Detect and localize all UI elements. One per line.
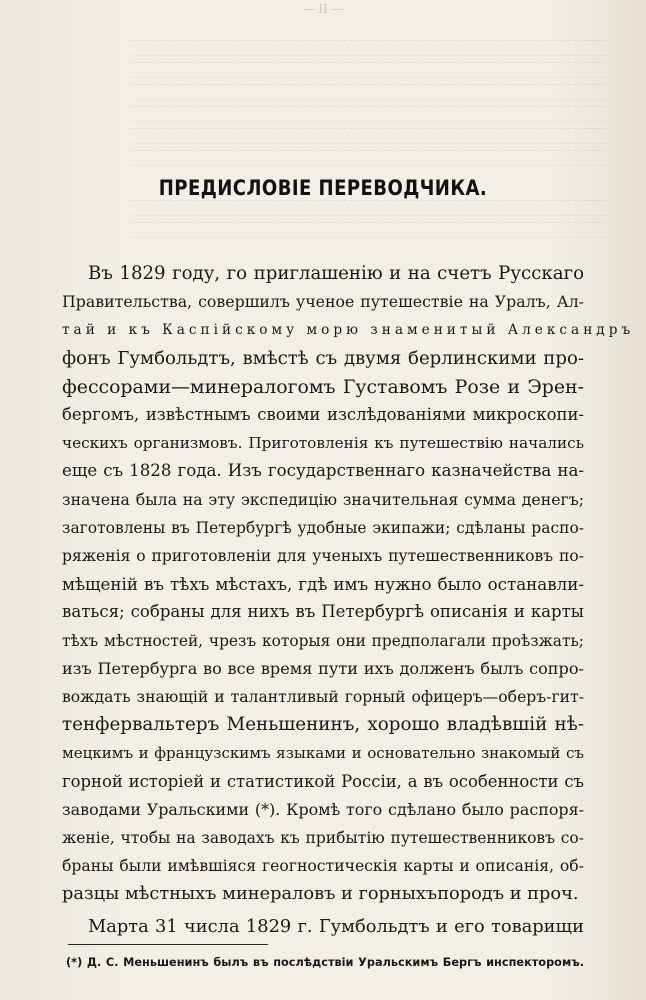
text-line-11: ряженія о приготовленіи для ученыхъ путешественниковъ по- <box>62 547 584 565</box>
footnote: (*) Д. С. Меньшенинъ былъ въ послѣдствіи Уральскимъ Бергъ инспекторомъ. <box>66 954 584 969</box>
text-line-15: изъ Петербурга во все время пути ихъ долженъ былъ сопро- <box>62 658 584 678</box>
text-line-18: мецкимъ и французскимъ языками и основательно знакомый съ <box>62 744 584 763</box>
text-line-24: Марта 31 числа 1829 г. Гумбольдтъ и его товарищи <box>88 915 584 937</box>
text-line-5: фессорами—минералогомъ Густавомъ Розе и Эрен- <box>62 375 584 398</box>
text-line-23: разцы мѣстныхъ минераловъ и горныхъпородъ и проч. <box>62 884 579 905</box>
text-line-21: женіе, чтобы на заводахъ къ прибытію путешественниковъ со- <box>62 829 584 847</box>
text-line-16: вождать знающій и талантливый горный офицеръ—оберъ-гит- <box>62 688 584 706</box>
text-line-9: значена была на эту экспедицію значительная сумма денегъ; <box>62 489 584 509</box>
text-line-8: еще съ 1828 года. Изъ государственнаго казначейства на- <box>62 461 584 481</box>
text-line-14: тѣхъ мѣстностей, чрезъ которыя они предполагали проѣзжать; <box>62 631 584 650</box>
text-line-2: Правительства, совершилъ ученое путешествіе на Уралъ, Ал- <box>62 292 584 312</box>
text-line-6: бергомъ, извѣстнымъ своими изслѣдованіями микроскопи- <box>62 405 584 424</box>
text-line-3: тай и къ Каспійскому морю знаменитый Александръ <box>62 322 635 339</box>
text-line-13: ваться; собраны для нихъ въ Петербургѣ описанія и карты <box>62 602 584 622</box>
text-line-20: заводами Уральскими (*). Кромѣ того сдѣлано было распоря- <box>62 799 584 819</box>
text-line-12: мѣщеній въ тѣхъ мѣстахъ, гдѣ имъ нужно было останавли- <box>62 574 584 595</box>
bleed-page-number: — II — <box>302 2 344 16</box>
footnote-rule <box>68 944 268 945</box>
text-line-10: заготовлены въ Петербургѣ удобные экипажи; сдѣланы распо- <box>62 518 584 537</box>
text-line-19: горной исторіей и статистикой Россіи, а въ особенности съ <box>62 771 584 791</box>
page-title: ПРЕДИСЛОВІЕ ПЕРЕВОДЧИКА. <box>158 176 488 200</box>
text-line-7: ческихъ организмовъ. Приготовленія къ путешествію начались <box>62 434 584 453</box>
text-line-22: браны были имѣвшіяся геогностическія карты и описанія, об- <box>62 856 584 876</box>
text-line-17: тенфервальтеръ Меньшенинъ, хорошо владѣвшій нѣ- <box>62 714 584 736</box>
bleed-through-text <box>0 0 646 240</box>
text-line-1: Въ 1829 году, го приглашенію и на счетъ Русскаго <box>88 263 584 284</box>
text-line-4: фонъ Гумбольдтъ, вмѣстѣ съ двумя берлинскими про- <box>62 347 584 369</box>
